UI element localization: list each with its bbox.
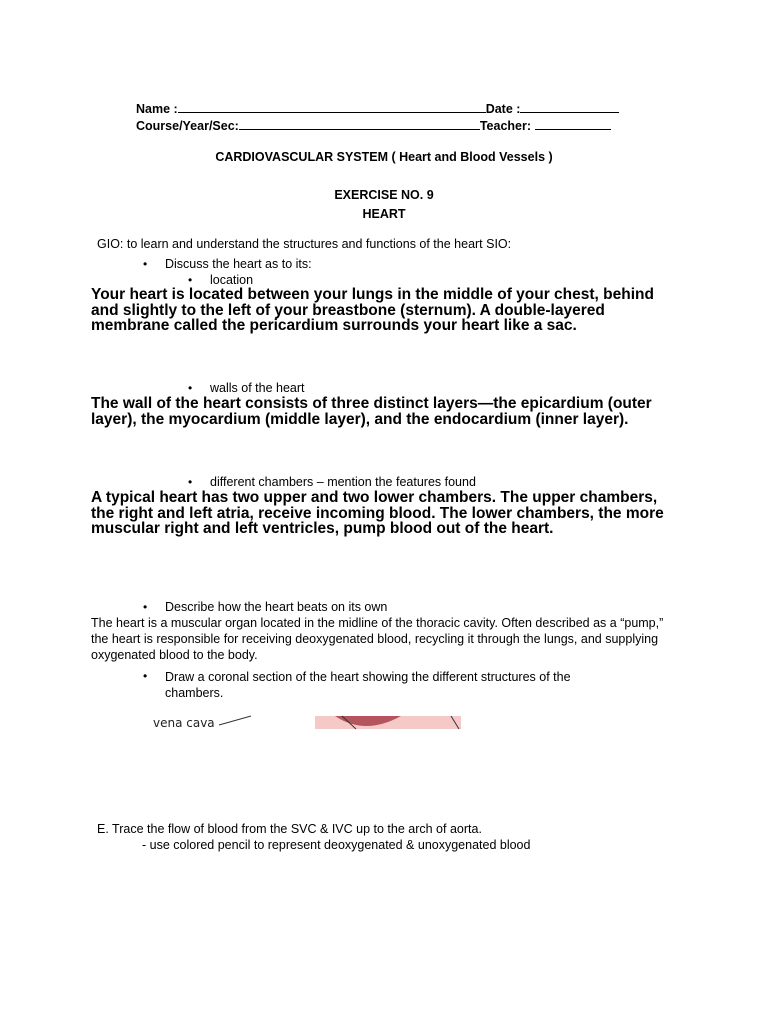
- walls-label: walls of the heart: [210, 381, 305, 395]
- exercise-number: EXERCISE NO. 9: [334, 188, 434, 202]
- bullet-icon: •: [143, 257, 148, 271]
- gio-text: GIO: to learn and understand the structures and functions of the heart SIO:: [97, 237, 512, 251]
- section-subtitle: HEART: [362, 207, 406, 221]
- name-label: Name :: [136, 102, 178, 116]
- beats-answer: The heart is a muscular organ located in the midline of the thoracic cavity. Often described as a “pump,” the heart is responsible for receiving deoxygenated blood, recycling it through the lungs, and supplying oxygenated blood to the body.: [91, 616, 664, 662]
- location-answer: Your heart is located between your lungs in the middle of your chest, behind and slightly to the left of your breastbone (sternum). A double-layered membrane called the pericardium surrounds your heart like a sac.: [91, 286, 654, 334]
- draw-label: Draw a coronal section of the heart showing the different structures of the chambers.: [165, 670, 571, 700]
- trace-instruction: E. Trace the flow of blood from the SVC & IVC up to the arch of aorta.: [97, 822, 482, 836]
- walls-answer: The wall of the heart consists of three distinct layers—the epicardium (outer layer), the myocardium (middle layer), and the endocardium (inner layer).: [91, 395, 652, 428]
- document-title: CARDIOVASCULAR SYSTEM ( Heart and Blood Vessels ): [215, 150, 553, 164]
- teacher-label: Teacher:: [479, 119, 532, 133]
- trace-note: - use colored pencil to represent deoxygenated & unoxygenated blood: [142, 838, 531, 852]
- discuss-label: Discuss the heart as to its:: [165, 257, 312, 271]
- date-label: Date :: [485, 102, 521, 116]
- vena-cava-label: vena cava: [153, 716, 215, 730]
- name-row: [136, 100, 619, 116]
- location-label: location: [210, 273, 254, 287]
- chambers-label: different chambers – mention the features found: [210, 475, 476, 489]
- date-blank[interactable]: [520, 100, 619, 113]
- bullet-icon: •: [188, 475, 193, 489]
- bullet-icon: •: [143, 669, 148, 683]
- beats-label: Describe how the heart beats on its own: [165, 600, 388, 614]
- bullet-icon: •: [188, 273, 193, 287]
- teacher-blank[interactable]: [535, 117, 611, 130]
- course-label: Course/Year/Sec:: [136, 119, 239, 133]
- course-row: [136, 117, 611, 133]
- chambers-answer: A typical heart has two upper and two lower chambers. The upper chambers, the right and left atria, receive incoming blood. The lower chambers, the more muscular right and left ventricles, pump blood out of the heart.: [91, 489, 664, 537]
- name-blank[interactable]: [178, 100, 486, 113]
- bullet-icon: •: [188, 381, 193, 395]
- bullet-icon: •: [143, 600, 148, 614]
- course-blank[interactable]: [239, 117, 480, 130]
- vena-cava-pointer: [219, 716, 251, 725]
- heart-diagram-fragment: [215, 712, 465, 732]
